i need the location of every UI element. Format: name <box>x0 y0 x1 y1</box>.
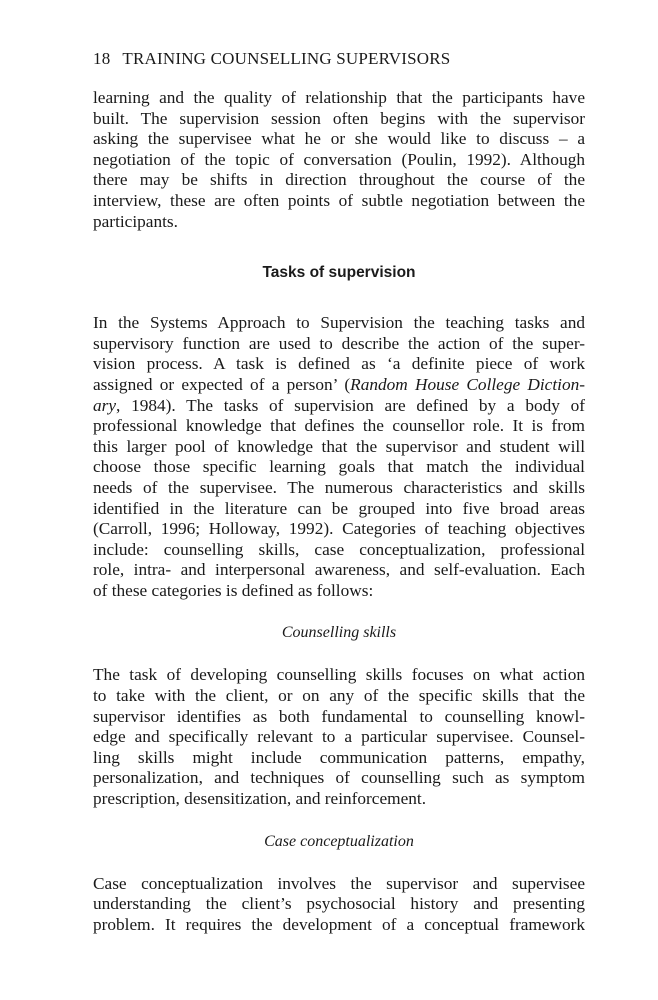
text-line: edge and specifically relevant to a particular supervisee. Counsel- <box>93 727 585 747</box>
book-page <box>93 48 585 935</box>
text-line: choose those specific learning goals that match the individual <box>93 457 585 477</box>
text-line: learning and the quality of relationship that the participants have <box>93 88 585 107</box>
text-line: supervisor identifies as both fundamental to counselling knowl- <box>93 706 585 726</box>
running-head <box>93 48 585 70</box>
text-line: Case conceptualization involves the supervisor and supervisee <box>93 873 585 893</box>
text-line: include: counselling skills, case conceptualization, professional <box>93 539 585 559</box>
text-line: identified in the literature can be grouped into five broad areas <box>93 498 585 518</box>
tasks-paragraph <box>93 313 585 601</box>
subheading-counselling-skills: Counselling skills <box>281 624 397 642</box>
text-line: The task of developing counselling skills focuses on what action <box>93 665 585 685</box>
text-line: of these categories is defined as follows: <box>93 580 374 600</box>
text-line: In the Systems Approach to Supervision the teaching tasks and <box>93 313 585 333</box>
text-line: asking the supervisee what he or she would like to discuss – a <box>93 129 585 149</box>
citation-title: Random House College Diction- <box>350 374 585 394</box>
text-line: vision process. A task is defined as ‘a definite piece of work <box>93 354 585 374</box>
text-fragment: , 1984). The tasks of supervision are defined by a body of <box>116 395 585 415</box>
text-line: understanding the client’s psychosocial history and presenting <box>93 894 585 914</box>
text-line: there may be shifts in direction throughout the course of the <box>93 170 585 190</box>
section-heading: Tasks of supervision <box>262 264 416 282</box>
text-fragment: assigned or expected of a person’ ( <box>93 374 351 394</box>
subheading-case-conceptualization: Case conceptualization <box>264 832 414 850</box>
text-line: prescription, desensitization, and reinforcement. <box>93 789 427 809</box>
counselling-skills-paragraph <box>93 665 585 809</box>
text-line: (Carroll, 1996; Holloway, 1992). Categories of teaching objectives <box>93 519 585 539</box>
text-line: problem. It requires the development of a conceptual framework <box>93 914 585 934</box>
text-line <box>93 396 585 417</box>
text-line: ling skills might include communication patterns, empathy, <box>93 747 585 767</box>
text-line: this larger pool of knowledge that the supervisor and student will <box>93 436 585 456</box>
page-number: 18 <box>93 49 111 68</box>
citation-title: ary <box>93 395 117 415</box>
text-line: supervisory function are used to describe the action of the super- <box>93 333 585 353</box>
text-line: personalization, and techniques of counselling such as symptom <box>93 768 585 788</box>
case-conceptualization-paragraph <box>93 874 585 936</box>
intro-paragraph <box>93 88 585 232</box>
text-line: professional knowledge that defines the counsellor role. It is from <box>93 416 585 436</box>
text-line: negotiation of the topic of conversation (Poulin, 1992). Although <box>93 149 585 169</box>
running-head-title: TRAINING COUNSELLING SUPERVISORS <box>122 49 451 68</box>
text-line: to take with the client, or on any of the specific skills that the <box>93 686 585 706</box>
text-line: role, intra- and interpersonal awareness, and self-evaluation. Each <box>93 560 585 580</box>
text-line <box>93 375 585 396</box>
text-line: interview, these are often points of subtle negotiation between the <box>93 190 585 210</box>
text-line: built. The supervision session often begins with the supervisor <box>93 108 585 128</box>
text-line: participants. <box>93 211 178 231</box>
text-line: needs of the supervisee. The numerous characteristics and skills <box>93 477 585 497</box>
